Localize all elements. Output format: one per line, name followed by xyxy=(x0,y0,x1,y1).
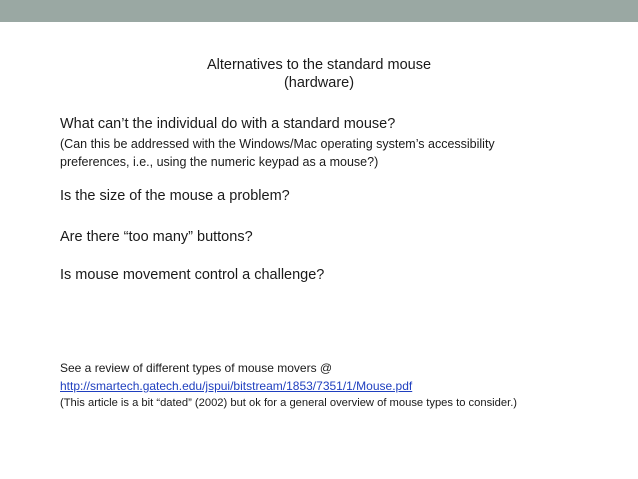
top-accent-bar xyxy=(0,0,638,22)
reference-link[interactable]: http://smartech.gatech.edu/jspui/bitstream/1853/7351/1/Mouse.pdf xyxy=(60,379,413,393)
reference-caveat: (This article is a bit “dated” (2002) but ok for a general overview of mouse types to consider.) xyxy=(60,397,518,409)
question-too-many-buttons: Are there “too many” buttons? xyxy=(60,229,253,245)
question-mouse-size: Is the size of the mouse a problem? xyxy=(60,188,290,204)
slide-title-line-1: Alternatives to the standard mouse xyxy=(206,57,432,73)
reference-intro: See a review of different types of mouse movers @ xyxy=(60,361,333,375)
question-movement-control: Is mouse movement control a challenge? xyxy=(60,267,325,283)
accessibility-note-line-1: (Can this be addressed with the Windows/Mac operating system’s accessibility xyxy=(60,137,495,151)
question-what-cant-do: What can’t the individual do with a standard mouse? xyxy=(60,116,396,132)
slide-title-line-2: (hardware) xyxy=(283,75,355,91)
accessibility-note-line-2: preferences, i.e., using the numeric keypad as a mouse?) xyxy=(60,155,379,169)
slide-title xyxy=(0,56,638,92)
